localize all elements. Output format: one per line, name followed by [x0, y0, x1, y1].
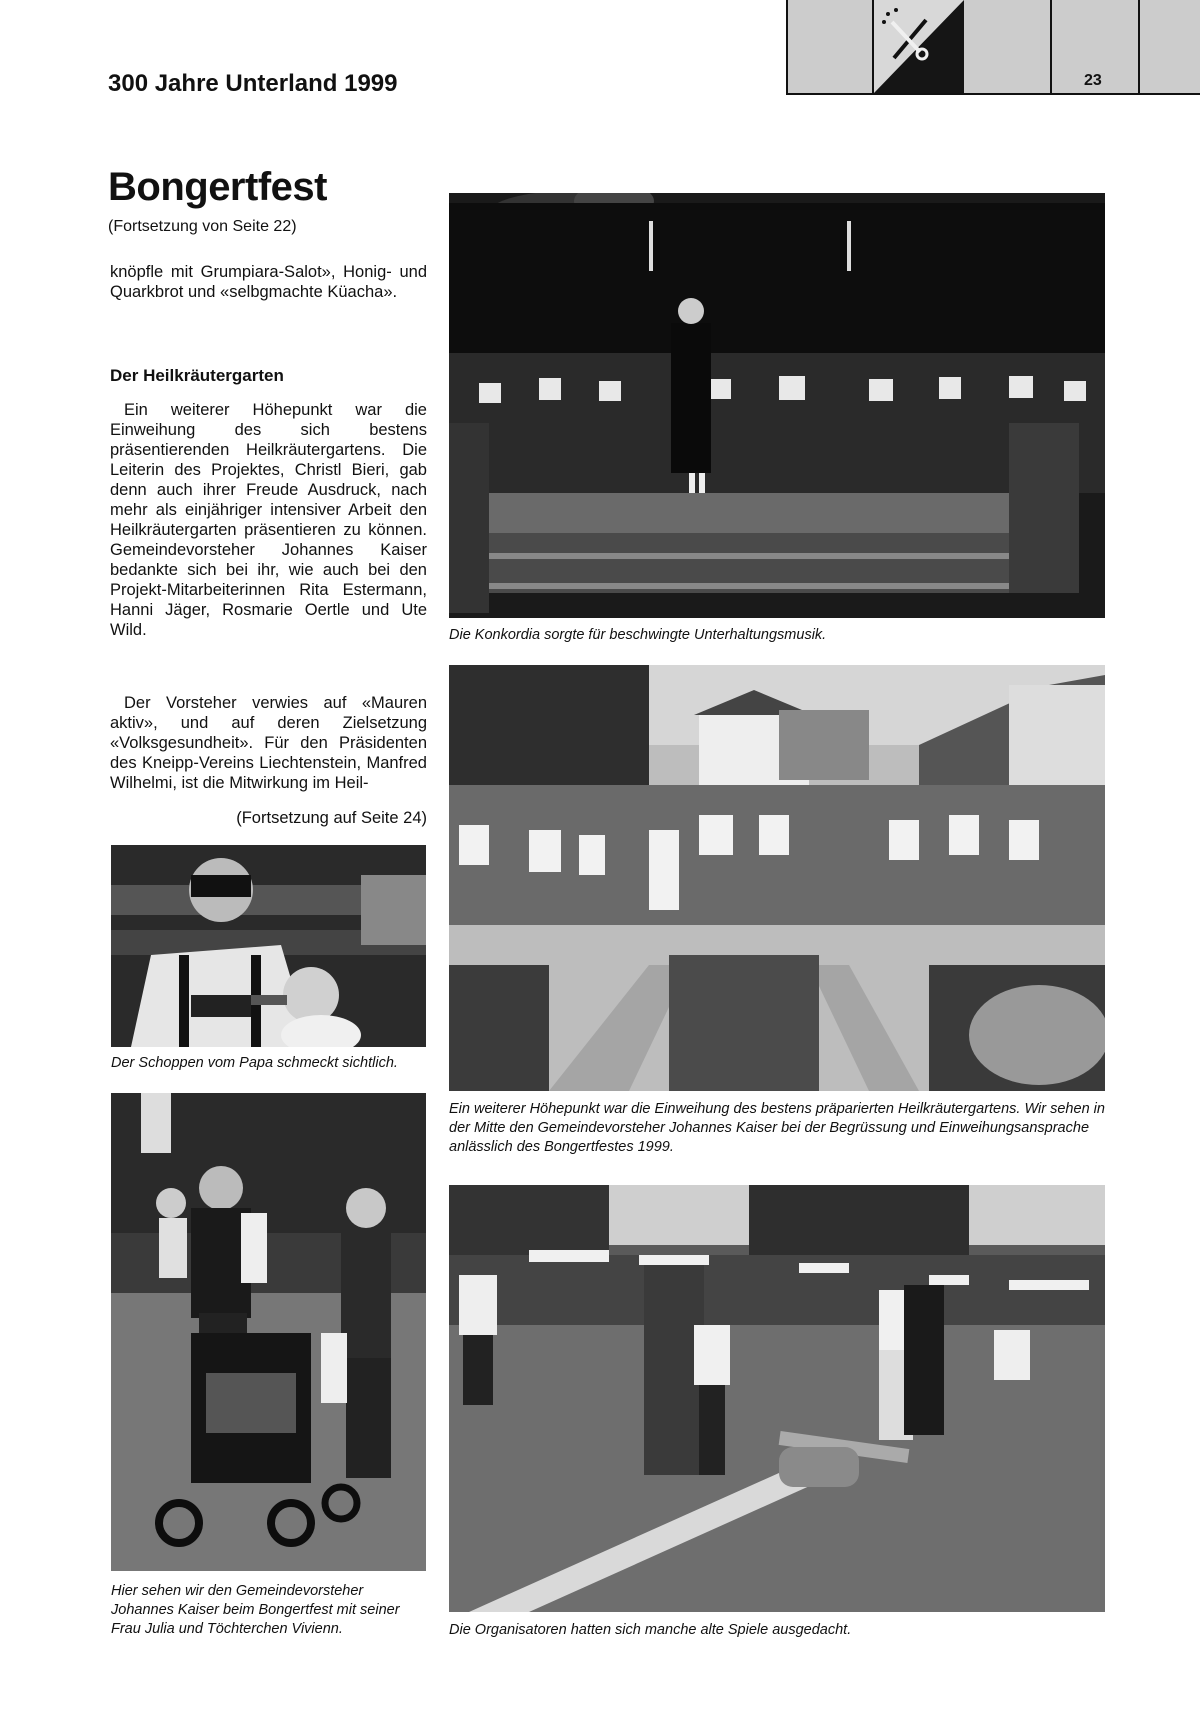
family-caption: Hier sehen wir den Gemeindevorsteher Johannes Kaiser beim Bongertfest mit seiner Frau Julia und Töchterchen Vivienn.	[111, 1583, 400, 1637]
continuation-from: (Fortsetzung von Seite 22)	[108, 218, 297, 235]
banner-cell	[788, 0, 874, 93]
baby-caption: Der Schoppen vom Papa schmeckt sichtlich.	[111, 1055, 398, 1071]
section-heading: Der Heilkräutergarten	[110, 366, 284, 385]
header-banner	[786, 0, 1200, 95]
games-photo	[449, 1185, 1105, 1612]
concert-photo	[449, 193, 1105, 618]
publication-header: 300 Jahre Unterland 1999	[108, 70, 398, 97]
continuation-to: (Fortsetzung auf Seite 24)	[236, 809, 427, 827]
games-caption: Die Organisatoren hatten sich manche alte Spiele ausgedacht.	[449, 1622, 852, 1638]
garden-photo	[449, 665, 1105, 1091]
body-paragraph-1: Ein weiterer Höhepunkt war die Einweihung des sich bestens präsentierenden Heilkräutergartens. Die Leiterin des Projektes, Christl Bieri, gab denn auch ihrer Freude Ausdruck, nach mehr als einjähriger intensiver Arbeit den Heilkräutergarten präsentieren zu können. Gemeindevorsteher Johannes Kaiser bedankte sich bei ihr, wie auch bei den Projekt-Mitarbeiterinnen Rita Estermann, Hanni Jäger, Rosmarie Oertle und Ute Wild.	[110, 401, 427, 639]
family-photo	[111, 1093, 426, 1571]
page-number: 23	[1084, 72, 1102, 89]
garden-caption: Ein weiterer Höhepunkt war die Einweihung des bestens präparierten Heilkräutergartens. Wir sehen in der Mitte den Gemeindevorsteher Johannes Kaiser bei der Begrüssung und Einweihungsansprache anlässlich des Bongertfestes 1999.	[449, 1101, 1105, 1155]
banner-cell	[964, 0, 1052, 93]
concert-caption: Die Konkordia sorgte für beschwingte Unterhaltungsmusik.	[449, 627, 827, 643]
baby-photo	[111, 845, 426, 1047]
coat-of-arms-icon	[874, 0, 964, 93]
intro-paragraph: knöpfle mit Grumpiara-Salot», Honig- und Quarkbrot und «selbgmachte Küacha».	[110, 263, 427, 301]
body-paragraph-2: Der Vorsteher verwies auf «Mauren aktiv», und auf deren Zielsetzung «Volksgesundheit». Für den Präsidenten des Kneipp-Vereins Liechtenstein, Manfred Wilhelmi, ist die Mitwirkung im Heil-	[110, 694, 427, 792]
article-title: Bongertfest	[108, 165, 327, 209]
